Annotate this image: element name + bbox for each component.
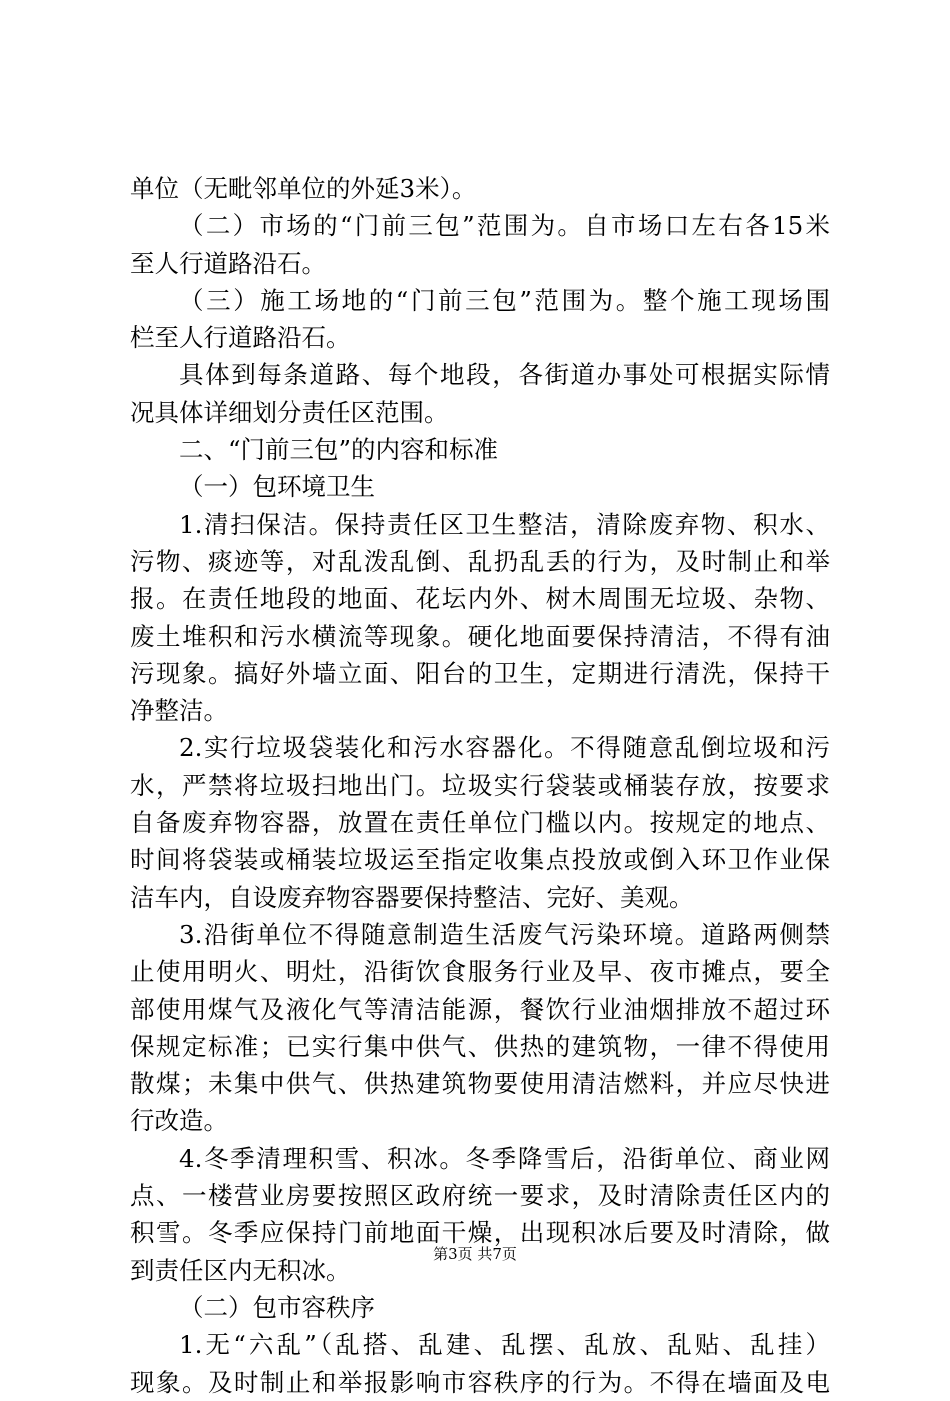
paragraph-line: （二）市场的“门前三包”范围为。自市场口左右各15米 [179,211,830,241]
paragraph-line: 报。在责任地段的地面、花坛内外、树木周围无垃圾、杂物、 [130,584,830,614]
paragraph-line: 2.实行垃圾袋装化和污水容器化。不得随意乱倒垃圾和污 [179,733,830,763]
paragraph-line: 部使用煤气及液化气等清洁能源，餐饮行业油烟排放不超过环 [130,994,830,1024]
paragraph-line: 具体到每条道路、每个地段，各街道办事处可根据实际情 [179,360,830,390]
paragraph-line: 积雪。冬季应保持门前地面干燥，出现积冰后要及时清除，做 [130,1218,830,1248]
paragraph-line: 4.冬季清理积雪、积冰。冬季降雪后，沿街单位、商业网 [179,1143,830,1173]
paragraph-line: 止使用明火、明灶，沿街饮食服务行业及早、夜市摊点，要全 [130,957,830,987]
paragraph-line: 现象。及时制止和举报影响市容秩序的行为。不得在墙面及电 [130,1367,830,1397]
paragraph-line: 1.无“六乱”（乱搭、乱建、乱摆、乱放、乱贴、乱挂） [179,1330,830,1360]
paragraph-line: 散煤；未集中供气、供热建筑物要使用清洁燃料，并应尽快进 [130,1069,830,1099]
paragraph-line: 洁车内，自设废弃物容器要保持整洁、完好、美观。 [130,882,694,912]
paragraph-line: （一）包环境卫生 [179,472,375,502]
paragraph-line: 时间将袋装或桶装垃圾运至指定收集点投放或倒入环卫作业保 [130,845,830,875]
paragraph-line: 保规定标准；已实行集中供气、供热的建筑物，一律不得使用 [130,1031,830,1061]
paragraph-line: 况具体详细划分责任区范围。 [130,397,449,427]
document-body [130,170,830,1401]
paragraph-line: 废土堆积和污水横流等现象。硬化地面要保持清洁，不得有油 [130,621,830,651]
paragraph-line: 3.沿街单位不得随意制造生活废气污染环境。道路两侧禁 [179,919,830,949]
paragraph-line: 自备废弃物容器，放置在责任单位门槛以内。按规定的地点、 [130,808,830,838]
paragraph-line: 到责任区内无积冰。 [130,1255,351,1285]
paragraph-line: 栏至人行道路沿石。 [130,323,351,353]
paragraph-line: 1.清扫保洁。保持责任区卫生整洁，清除废弃物、积水、 [179,509,830,539]
paragraph-line: 水，严禁将垃圾扫地出门。垃圾实行袋装或桶装存放，按要求 [130,770,830,800]
page-footer: 第3页 共7页 [433,1245,517,1263]
paragraph-line: 污现象。搞好外墙立面、阳台的卫生，定期进行清洗，保持干 [130,658,830,688]
paragraph-line: 行改造。 [130,1106,228,1136]
paragraph-line: 点、一楼营业房要按照区政府统一要求，及时清除责任区内的 [130,1181,830,1211]
paragraph-line: 单位（无毗邻单位的外延3米）。 [130,174,477,203]
paragraph-line: （三）施工场地的“门前三包”范围为。整个施工现场围 [179,285,830,315]
paragraph-line: 二、“门前三包”的内容和标准 [179,435,499,465]
paragraph-line: 污物、痰迹等，对乱泼乱倒、乱扔乱丢的行为，及时制止和举 [130,546,830,576]
paragraph-line: （二）包市容秩序 [179,1292,375,1322]
paragraph-line: 净整洁。 [130,696,228,726]
paragraph-line: 至人行道路沿石。 [130,248,326,278]
